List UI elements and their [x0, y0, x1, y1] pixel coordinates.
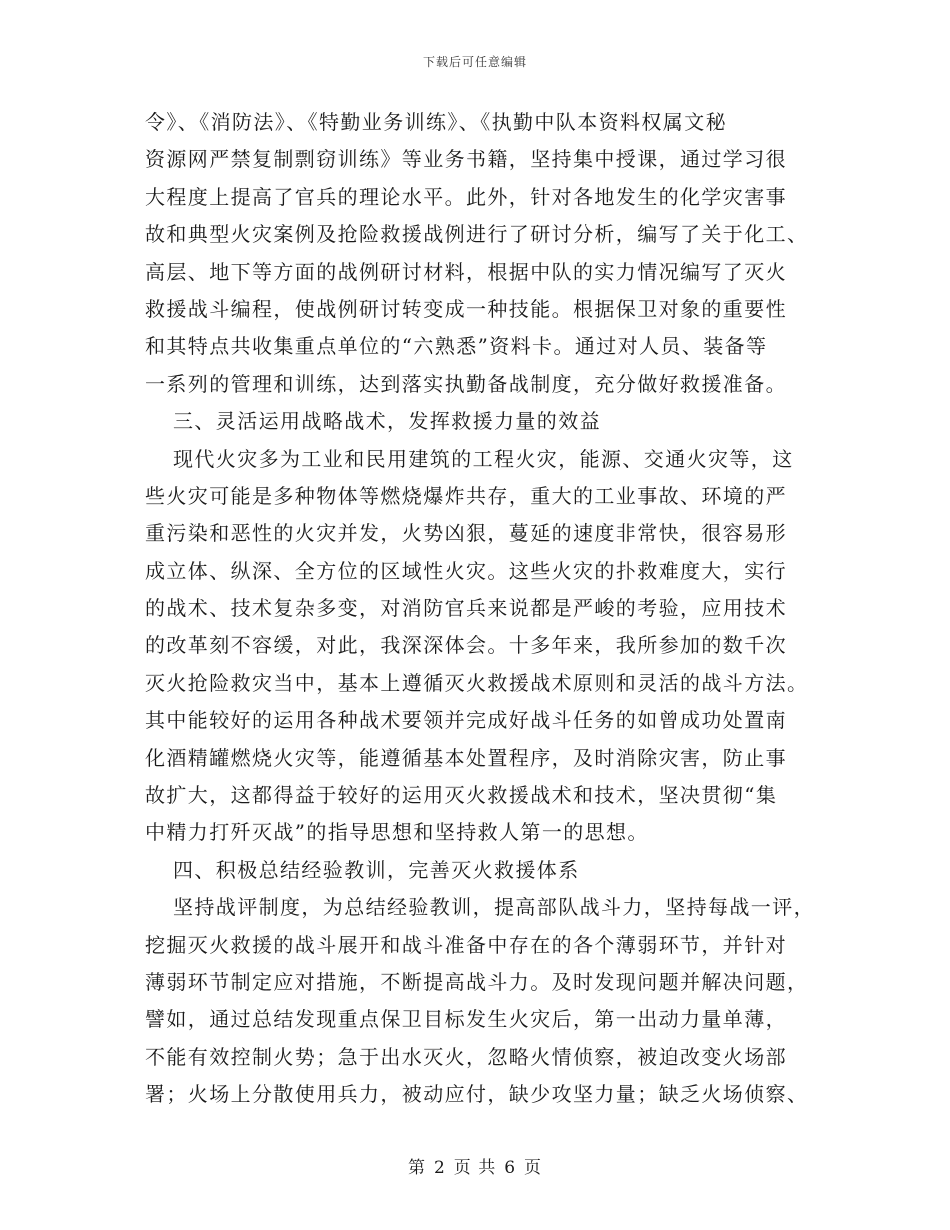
text-line: 些火灾可能是多种物体等燃烧爆炸共存，重大的工业事故、环境的严 [145, 483, 787, 508]
text-line: 成立体、纵深、全方位的区域性火灾。这些火灾的扑救难度大，实行 [145, 558, 787, 583]
text-line: 坚持战评制度，为总结经验教训，提高部队战斗力，坚持每战一评， [173, 895, 815, 920]
text-line: 故扩大，这都得益于较好的运用灭火救援战术和技术，坚决贯彻“集 [145, 783, 778, 808]
text-line: 现代火灾多为工业和民用建筑的工程火灾，能源、交通火灾等，这 [173, 446, 794, 471]
current-page-number: 2 [433, 1158, 446, 1178]
text-line: 灭火抢险救灾当中，基本上遵循灭火救援战术原则和灵活的战斗方法。 [145, 670, 809, 695]
text-line: 薄弱环节制定应对措施，不断提高战斗力。及时发现问题并解决问题， [145, 969, 809, 994]
text-line: 四、积极总结经验教训，完善灭火救援体系 [173, 857, 580, 882]
text-line: 故和典型火灾案例及抢险救援战例进行了研讨分析，编写了关于化工、 [145, 222, 809, 247]
page-header: 下载后可任意编辑 [422, 55, 527, 69]
text-line: 署；火场上分散使用兵力，被动应付，缺少攻坚力量；缺乏火场侦察、 [145, 1082, 809, 1107]
text-line: 化酒精罐燃烧火灾等，能遵循基本处置程序，及时消除灾害，防止事 [145, 745, 787, 770]
text-line: 重污染和恶性的火灾并发，火势凶狠，蔓延的速度非常快，很容易形 [145, 521, 787, 546]
text-line: 大程度上提高了官兵的理论水平。此外，针对各地发生的化学灾害事 [145, 184, 787, 209]
text-line: 挖掘灭火救援的战斗展开和战斗准备中存在的各个薄弱环节，并针对 [145, 932, 787, 957]
text-line: 譬如，通过总结发现重点保卫目标发生火灾后，第一出动力量单薄， [145, 1007, 787, 1032]
text-line: 三、灵活运用战略战术，发挥救援力量的效益 [173, 409, 601, 434]
total-page-number: 6 [504, 1158, 517, 1178]
text-line: 中精力打歼灭战”的指导思想和坚持救人第一的思想。 [145, 820, 649, 845]
document-body [145, 104, 815, 1114]
page-footer [0, 1153, 950, 1178]
text-line: 的改革刻不容缓，对此，我深深体会。十多年来，我所参加的数千次 [145, 633, 787, 658]
footer-mid: 页 共 [453, 1158, 497, 1178]
text-line: 高层、地下等方面的战例研讨材料，根据中队的实力情况编写了灭火 [145, 259, 787, 284]
text-line: 的战术、技术复杂多变，对消防官兵来说都是严峻的考验，应用技术 [145, 596, 787, 621]
footer-prefix: 第 [407, 1158, 426, 1178]
text-line: 其中能较好的运用各种战术要领并完成好战斗任务的如曾成功处置南 [145, 708, 787, 733]
text-line: 令》、《消防法》、《特勤业务训练》、《执勤中队本资料权属文秘 [145, 110, 727, 134]
text-line: 和其特点共收集重点单位的“六熟悉”资料卡。通过对人员、装备等 [145, 334, 768, 359]
text-line: 一系列的管理和训练，达到落实执勤备战制度，充分做好救援准备。 [145, 371, 787, 396]
text-line: 资源网严禁复制剽窃训练》等业务书籍，坚持集中授课，通过学习很 [145, 147, 787, 172]
text-line: 不能有效控制火势；急于出水灭火，忽略火情侦察，被迫改变火场部 [145, 1044, 787, 1069]
footer-suffix: 页 [524, 1158, 543, 1178]
text-line: 救援战斗编程，使战例研讨转变成一种技能。根据保卫对象的重要性 [145, 296, 787, 321]
